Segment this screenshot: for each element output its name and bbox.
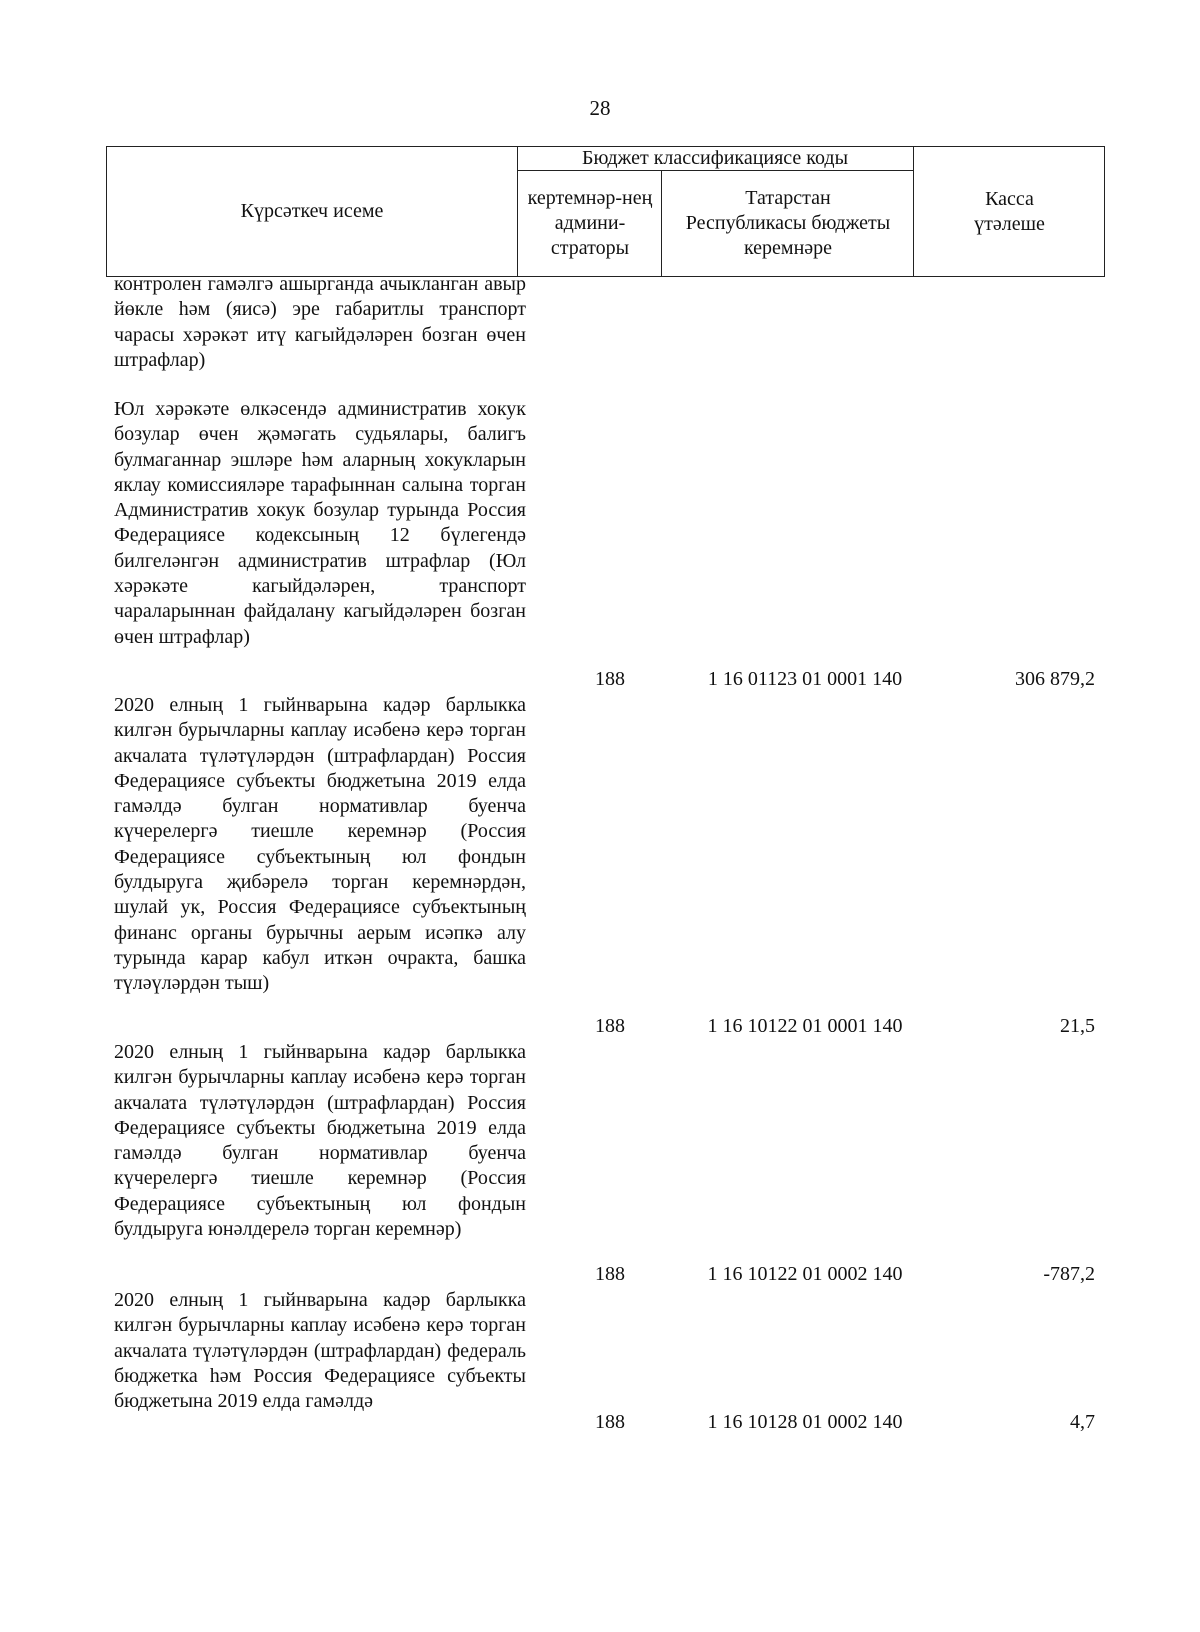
table-row-admin: 188	[595, 1015, 625, 1037]
table-row-code: 1 16 10128 01 0002 140	[707, 1411, 903, 1433]
table-row-name: 2020 елның 1 гыйнварына кадәр барлыкка килгән бурычларны каплау исәбенә керә торган акчалата түләтүләрдән (штрафлардан) Россия Федерациясе субъекты бюджетына 2019 елда гамәлдә булган нормативлар буенча күчерелергә тиешле керемнәр (Россия Федерациясе субъектының юл фондын булдыруга җибәрелә торган керемнәрдән, шулай ук, Россия Федерациясе субъектының финанс органы бурычны аерым исәпкә алу турында карар кабул иткән очракта, башка түләүләрдән тыш)	[114, 694, 526, 995]
header-cash-execution: Касса үтәлеше	[974, 187, 1045, 235]
table-row-code: 1 16 10122 01 0001 140	[707, 1015, 903, 1037]
table-row-name: Юл хәрәкәте өлкәсендә административ хокук бозулар өчен җәмәгать судьялары, балигъ булмаганнар эшләре һәм аларның хокукларын яклау комиссияләре тарафыннан салына торган Административ хокук бозулар турында Россия Федерациясе кодексының 12 бүлегендә билгеләнгән административ штрафлар (Юл хәрәкәте кагыйдәләрен, транспорт чараларыннан файдалану кагыйдәләрен бозган өчен штрафлар)	[114, 398, 526, 648]
page-number: 28	[589, 96, 611, 120]
table-row-code: 1 16 01123 01 0001 140	[707, 668, 903, 690]
header-budget-code-group: Бюджет классификациясе коды	[581, 147, 849, 169]
table-header	[106, 146, 1105, 277]
table-row-admin: 188	[595, 1411, 625, 1433]
header-revenues: Татарстан Республикасы бюджеты керемнәре	[685, 187, 891, 259]
header-administrators: кертемнәр-нең админи-страторы	[527, 187, 653, 259]
table-row-code: 1 16 10122 01 0002 140	[707, 1263, 903, 1285]
table-row-admin: 188	[595, 1263, 625, 1285]
table-row-amount: 306 879,2	[1015, 668, 1095, 690]
table-row-amount: -787,2	[1043, 1263, 1095, 1285]
table-row-amount: 21,5	[1060, 1015, 1095, 1037]
header-divider	[913, 147, 914, 276]
header-divider	[661, 170, 662, 276]
table-row-amount: 4,7	[1070, 1411, 1095, 1433]
header-indicator-name: Күрсәткеч исеме	[240, 200, 384, 222]
table-row-name: 2020 елның 1 гыйнварына кадәр барлыкка килгән бурычларны каплау исәбенә керә торган акчалата түләтүләрдән (штрафлардан) Россия Федерациясе субъекты бюджетына 2019 елда гамәлдә булган нормативлар буенча күчерелергә тиешле керемнәр (Россия Федерациясе субъектының юл фондын булдыруга юнәлдерелә торган керемнәр)	[114, 1041, 526, 1241]
table-row-admin: 188	[595, 668, 625, 690]
table-row-name: контролен гамәлгә ашырганда ачыкланган авыр йөкле һәм (яисә) эре габаритлы транспорт чарасы хәрәкәт итү кагыйдәләрен бозган өчен штрафлар)	[114, 273, 526, 371]
table-row-name: 2020 елның 1 гыйнварына кадәр барлыкка килгән бурычларны каплау исәбенә керә торган акчалата түләтүләрдән (штрафлардан) федераль бюджетка һәм Россия Федерациясе субъекты бюджетына 2019 елда гамәлдә	[114, 1289, 526, 1413]
